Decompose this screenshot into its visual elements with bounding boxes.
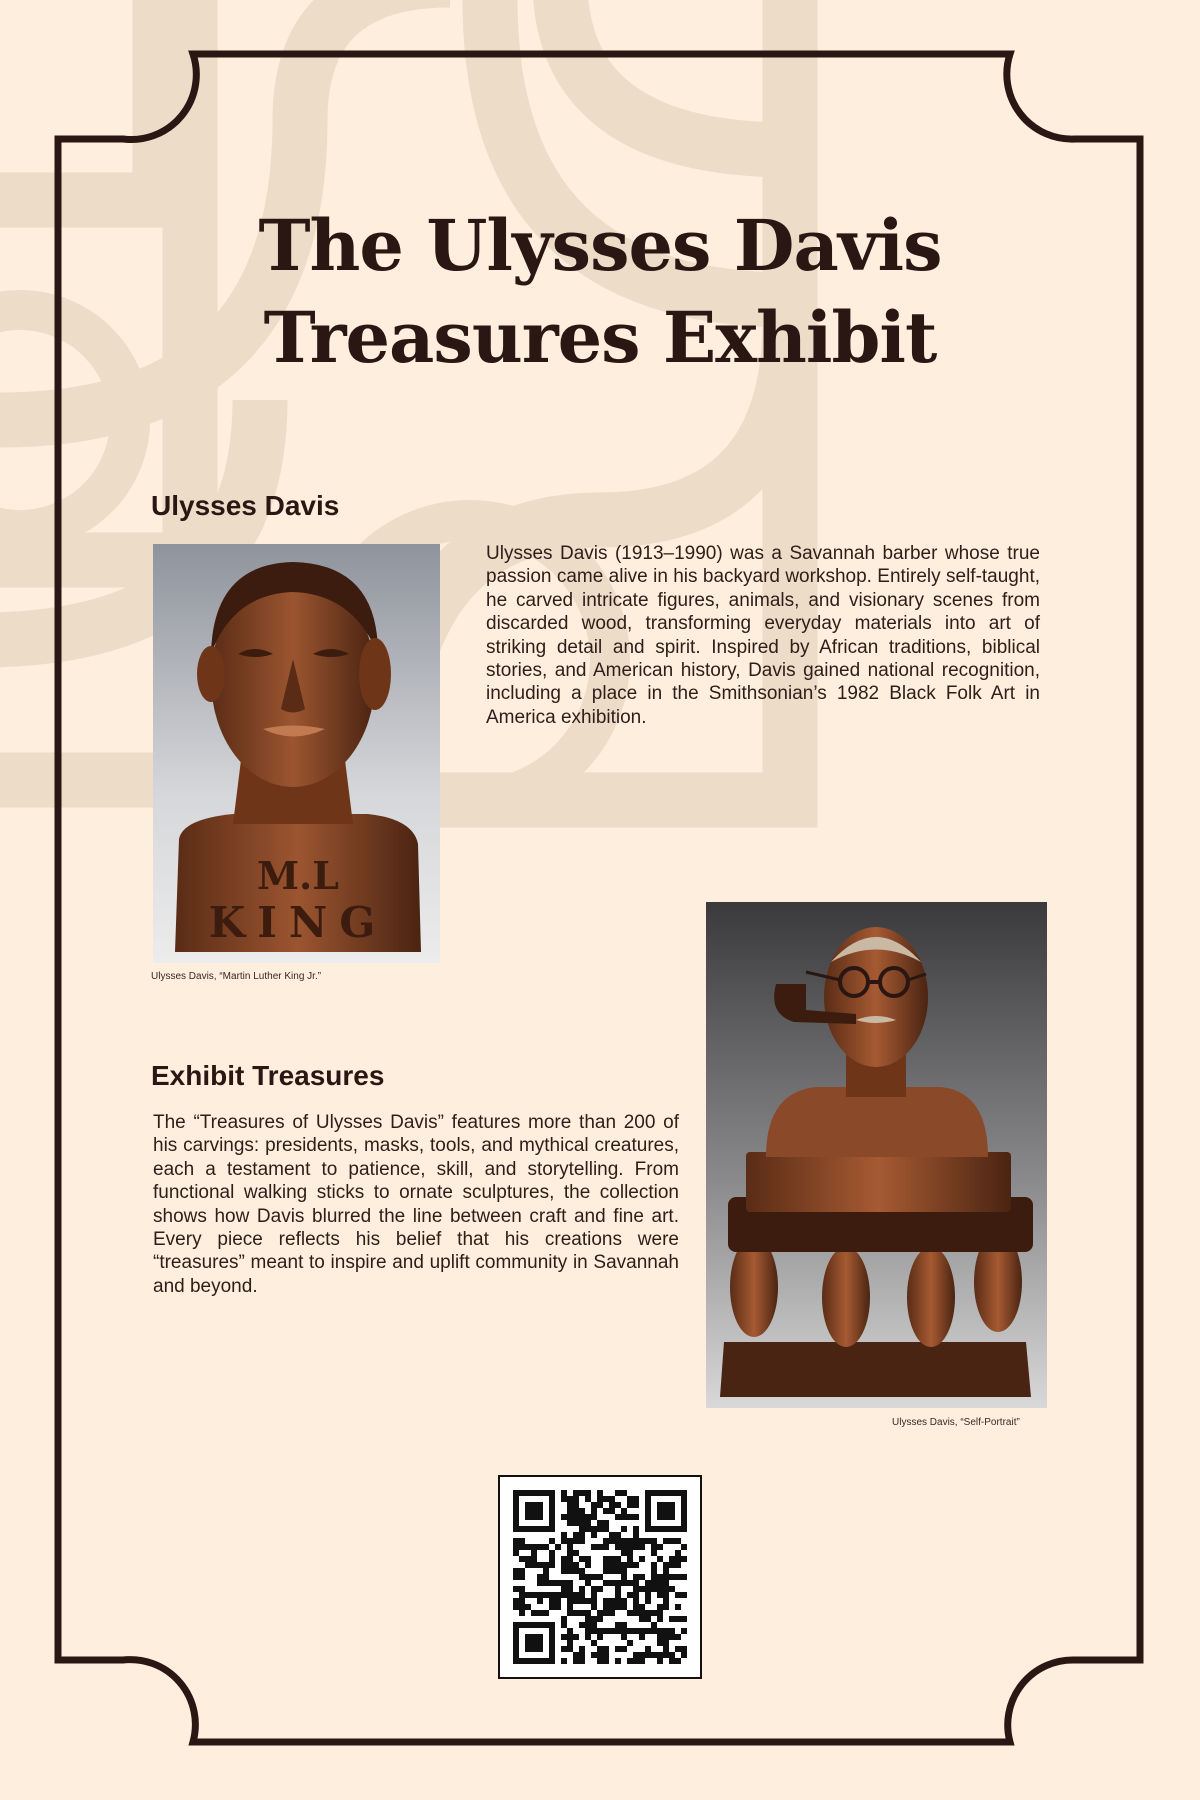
section-heading-treasures: Exhibit Treasures <box>151 1060 385 1091</box>
carving-inscription-2: KING <box>208 898 388 947</box>
mlk-photo-caption: Ulysses Davis, “Martin Luther King Jr.” <box>151 971 322 982</box>
bio-paragraph: Ulysses Davis (1913–1990) was a Savannah barber whose true passion came alive in his backyard workshop. Entirely self-taught, he carved intricate figures, animals, and visionary scenes from discarded wood, transforming everyday materials into art of striking detail and spirit. Inspired by African traditions, biblical stories, and American history, Davis gained national recognition, including a place in the Smithsonian’s 1982 Black Folk Art in America exhibition. <box>486 543 1040 728</box>
mlk-carving-photo <box>153 544 440 963</box>
poster-title <box>150 200 1050 384</box>
title-line-1: The Ulysses Davis <box>258 204 942 287</box>
treasures-paragraph: The “Treasures of Ulysses Davis” features more than 200 of his carvings: presidents, masks, tools, and mythical creatures, each a testament to patience, skill, and storytelling. From functional walking sticks to ornate sculptures, the collection shows how Davis blurred the line between craft and fine art. Every piece reflects his belief that his creations were “treasures” meant to inspire and uplift community in Savannah and beyond. <box>153 1112 679 1297</box>
carving-inscription-1: M.L <box>256 853 340 898</box>
self-portrait-caption: Ulysses Davis, “Self-Portrait” <box>892 1417 1020 1428</box>
self-portrait-carving-photo <box>706 902 1047 1408</box>
title-line-2: Treasures Exhibit <box>263 296 937 379</box>
qr-code-icon[interactable] <box>498 1475 702 1679</box>
section-heading-bio: Ulysses Davis <box>151 490 340 521</box>
